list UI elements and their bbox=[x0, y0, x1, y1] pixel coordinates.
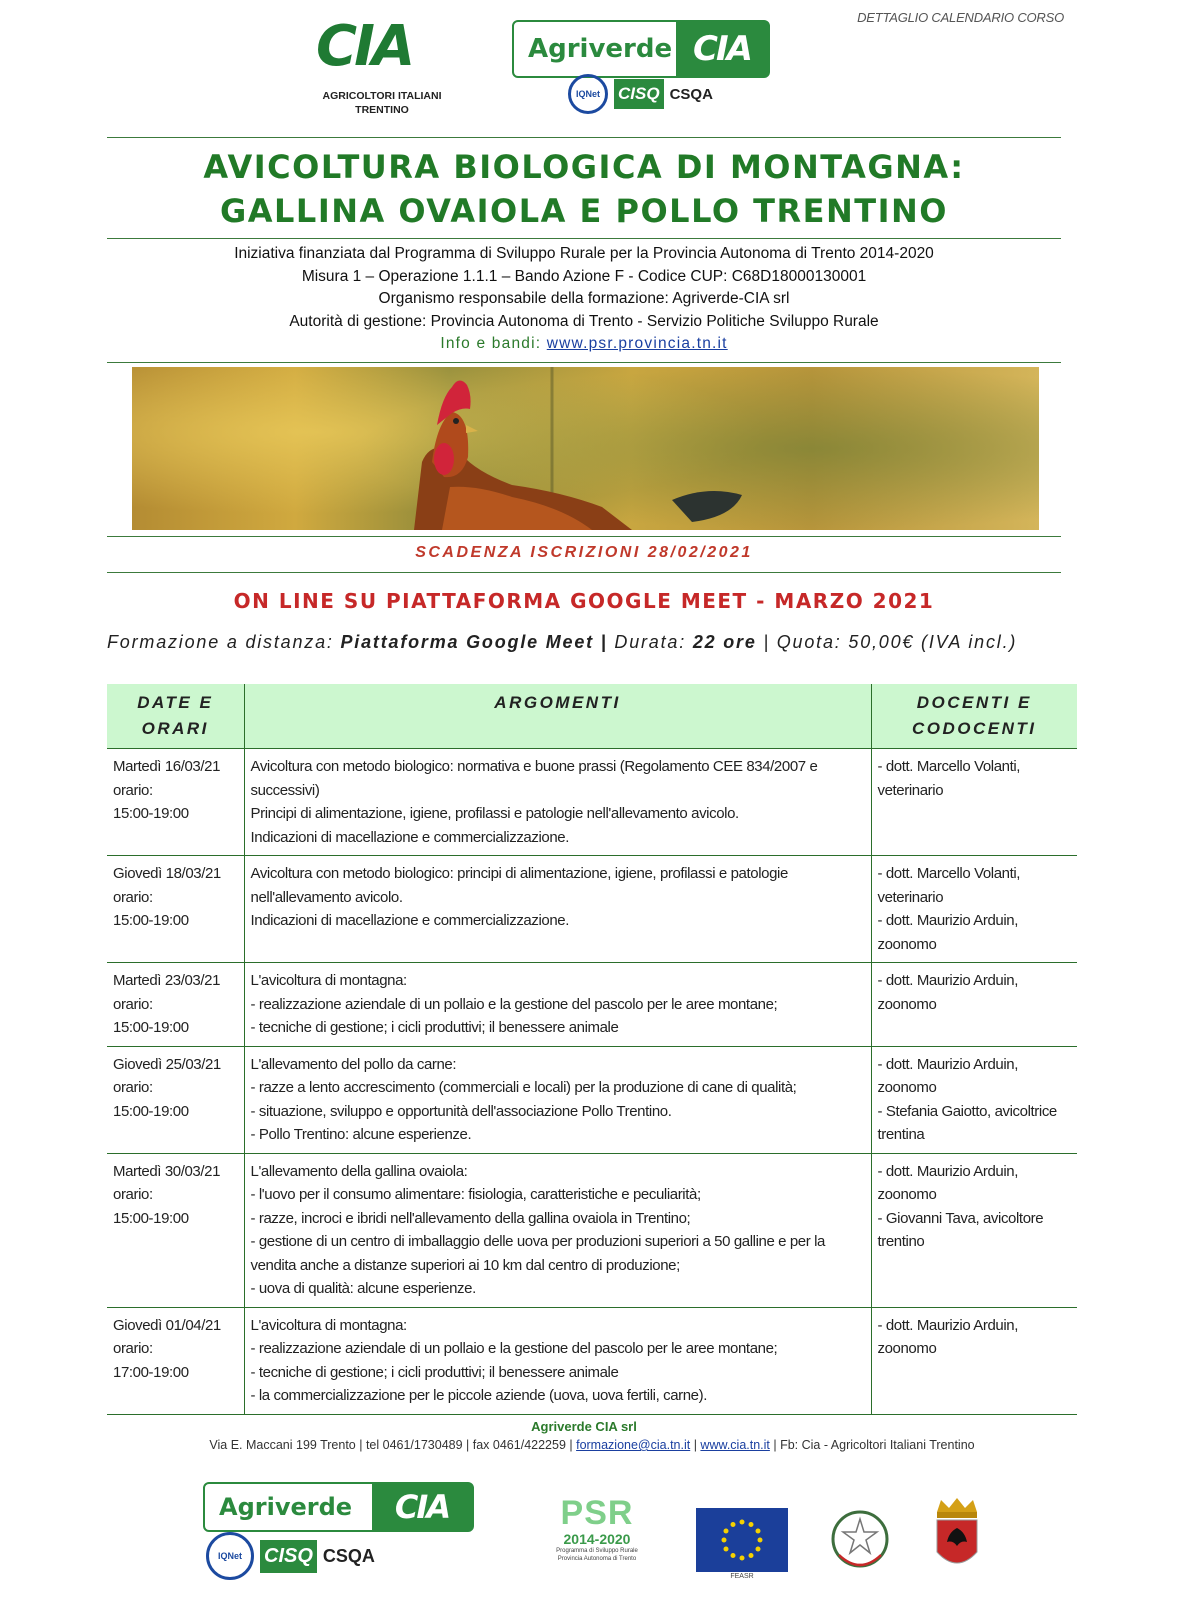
organism-line: Organismo responsabile della formazione: Agriverde-CIA srl bbox=[378, 290, 790, 307]
email-link[interactable]: formazione@cia.tn.it bbox=[576, 1438, 691, 1452]
bandi-line bbox=[107, 333, 1061, 356]
divider bbox=[107, 137, 1061, 138]
eu-stars-icon bbox=[712, 1515, 772, 1565]
cisq-badge: CISQ bbox=[260, 1540, 317, 1573]
header-teachers: DOCENTI E CODOCENTI bbox=[871, 684, 1077, 749]
trentino-crest-icon bbox=[931, 1494, 983, 1578]
csqa-badge: CSQA bbox=[322, 1545, 375, 1566]
table-row bbox=[107, 1046, 1077, 1153]
rooster-illustration bbox=[132, 367, 1039, 530]
divider bbox=[107, 238, 1061, 239]
session-date: Martedì 16/03/21 orario: 15:00-19:00 bbox=[107, 749, 244, 856]
format-platform: Piattaforma Google Meet bbox=[340, 632, 594, 652]
measure-line: Misura 1 – Operazione 1.1.1 – Bando Azione F - Codice CUP: C68D18000130001 bbox=[301, 267, 867, 285]
psr-caption1: Programma di Sviluppo Rurale bbox=[556, 1548, 638, 1554]
bandi-label: Info e bandi: bbox=[440, 335, 547, 352]
table-row bbox=[107, 856, 1077, 963]
registration-deadline: SCADENZA ISCRIZIONI 28/02/2021 bbox=[415, 544, 753, 561]
session-teachers: - dott. Maurizio Arduin, zoonomo bbox=[871, 963, 1077, 1047]
session-topic: Avicoltura con metodo biologico: principi di alimentazione, igiene, profilassi e patologie nell'allevamento avicolo. Indicazioni di macellazione e commercializzazione. bbox=[244, 856, 871, 963]
format-label: Formazione a distanza: bbox=[107, 632, 341, 652]
divider bbox=[107, 536, 1061, 537]
session-topic: L'allevamento della gallina ovaiola: - l'uovo per il consumo alimentare: fisiologia, caratteristiche e peculiarità; - razze, incroci e ibridi nell'allevamento della gallina ovaiola in Trentino; - gestione di un centro di imballaggio delle uova per produzioni superiori a 50 galline e per la vendita anche a distanze superiori ai 10 km dal centro di produzione; - uova di qualità: alcune esperienze. bbox=[244, 1153, 871, 1307]
psr-years: 2014-2020 bbox=[563, 1531, 631, 1547]
session-teachers: - dott. Maurizio Arduin, zoonomo bbox=[871, 1307, 1077, 1414]
funding-line: Iniziativa finanziata dal Programma di Sviluppo Rurale per la Provincia Autonoma di Trento 2014-2020 bbox=[234, 245, 934, 262]
italian-republic-emblem-icon bbox=[829, 1505, 891, 1575]
psr-caption2: Provincia Autonoma di Trento bbox=[557, 1556, 637, 1562]
footer-agriverde-logo bbox=[203, 1482, 474, 1532]
footer-company: Agriverde CIA srl bbox=[531, 1419, 637, 1434]
psr-logo bbox=[545, 1495, 649, 1563]
table-row bbox=[107, 1307, 1077, 1414]
course-title-line2: GALLINA OVAIOLA E POLLO TRENTINO bbox=[220, 192, 948, 230]
certification-logos bbox=[568, 74, 713, 114]
session-date: Martedì 23/03/21 orario: 15:00-19:00 bbox=[107, 963, 244, 1047]
session-date: Martedì 30/03/21 orario: 15:00-19:00 bbox=[107, 1153, 244, 1307]
divider bbox=[107, 362, 1061, 363]
funding-info bbox=[107, 243, 1061, 356]
duration-value: 22 ore bbox=[692, 632, 757, 652]
session-topic: L'allevamento del pollo da carne: - razze a lento accrescimento (commerciali e locali) per la produzione di cane di qualità; - situazione, sviluppo e opportunità dell'associazione Pollo Trentino. - Pollo Trentino: alcune esperienze. bbox=[244, 1046, 871, 1153]
table-row bbox=[107, 1153, 1077, 1307]
iqnet-badge: IQNet bbox=[568, 74, 608, 114]
session-topic: L'avicoltura di montagna: - realizzazione aziendale di un pollaio e la gestione del pascolo per le aree montane; - tecniche di gestione; i cicli produttivi; il benessere animale bbox=[244, 963, 871, 1047]
website-link[interactable]: www.cia.tn.it bbox=[700, 1438, 770, 1452]
agriverde-logo bbox=[512, 20, 770, 78]
format-separator: | bbox=[593, 632, 615, 652]
session-date: Giovedì 01/04/21 orario: 17:00-19:00 bbox=[107, 1307, 244, 1414]
footer-facebook: | Fb: Cia - Agricoltori Italiani Trentino bbox=[769, 1438, 975, 1452]
cia-logo-line1: AGRICOLTORI ITALIANI bbox=[322, 90, 442, 102]
cia-mark: CIA bbox=[316, 14, 413, 79]
footer-agriverde-wordmark: Agriverde bbox=[219, 1493, 353, 1521]
divider bbox=[107, 572, 1061, 573]
feasr-caption: FEASR bbox=[730, 1573, 754, 1580]
psr-mark: PSR bbox=[560, 1494, 634, 1532]
header-dates: DATE E ORARI bbox=[107, 684, 244, 749]
table-row bbox=[107, 749, 1077, 856]
footer-certification-logos bbox=[206, 1532, 375, 1580]
table-header-row bbox=[107, 684, 1077, 749]
course-title-line1: AVICOLTURA BIOLOGICA DI MONTAGNA: bbox=[203, 148, 965, 186]
agriverde-wordmark: Agriverde bbox=[528, 34, 673, 64]
corner-label: DETTAGLIO CALENDARIO CORSO bbox=[857, 10, 1064, 25]
csqa-badge: CSQA bbox=[669, 85, 713, 103]
session-teachers: - dott. Marcello Volanti, veterinario - dott. Maurizio Arduin, zoonomo bbox=[871, 856, 1077, 963]
schedule-table bbox=[107, 684, 1077, 1415]
iqnet-badge: IQNet bbox=[206, 1532, 254, 1580]
cia-logo-line2: TRENTINO bbox=[355, 104, 409, 116]
duration-label: Durata: bbox=[614, 632, 693, 652]
footer-contacts bbox=[107, 1438, 1077, 1452]
footer-agriverde-cia-mark: CIA bbox=[372, 1484, 472, 1530]
authority-line: Autorità di gestione: Provincia Autonoma di Trento - Servizio Politiche Sviluppo Rurale bbox=[289, 312, 879, 330]
session-teachers: - dott. Marcello Volanti, veterinario bbox=[871, 749, 1077, 856]
footer-address: Via E. Maccani 199 Trento | tel 0461/1730489 | fax 0461/422259 | bbox=[209, 1438, 577, 1452]
session-topic: Avicoltura con metodo biologico: normativa e buone prassi (Regolamento CEE 834/2007 e successivi) Principi di alimentazione, igiene, profilassi e patologie nell'allevamento avicolo. Indicazioni di macellazione e commercializzazione. bbox=[244, 749, 871, 856]
agriverde-cia-mark: CIA bbox=[676, 22, 768, 76]
cia-logo bbox=[312, 14, 452, 120]
cisq-badge: CISQ bbox=[614, 79, 664, 109]
quota-text: | Quota: 50,00€ (IVA incl.) bbox=[756, 632, 1018, 652]
session-date: Giovedì 18/03/21 orario: 15:00-19:00 bbox=[107, 856, 244, 963]
table-row bbox=[107, 963, 1077, 1047]
session-date: Giovedì 25/03/21 orario: 15:00-19:00 bbox=[107, 1046, 244, 1153]
rooster-banner-image bbox=[132, 367, 1039, 530]
psr-link[interactable]: www.psr.provincia.tn.it bbox=[546, 335, 728, 352]
footer-sep: | bbox=[690, 1438, 701, 1452]
session-teachers: - dott. Maurizio Arduin, zoonomo - Stefania Gaiotto, avicoltrice trentina bbox=[871, 1046, 1077, 1153]
online-heading: ON LINE SU PIATTAFORMA GOOGLE MEET - MARZO 2021 bbox=[233, 589, 935, 613]
eu-flag-icon bbox=[696, 1508, 788, 1572]
session-teachers: - dott. Maurizio Arduin, zoonomo - Giovanni Tava, avicoltore trentino bbox=[871, 1153, 1077, 1307]
header-topics: ARGOMENTI bbox=[244, 684, 871, 749]
course-format bbox=[107, 632, 1061, 653]
session-topic: L'avicoltura di montagna: - realizzazione aziendale di un pollaio e la gestione del pascolo per le aree montane; - tecniche di gestione; i cicli produttivi; il benessere animale - la commercializzazione per le piccole aziende (uova, uova fertili, carne). bbox=[244, 1307, 871, 1414]
